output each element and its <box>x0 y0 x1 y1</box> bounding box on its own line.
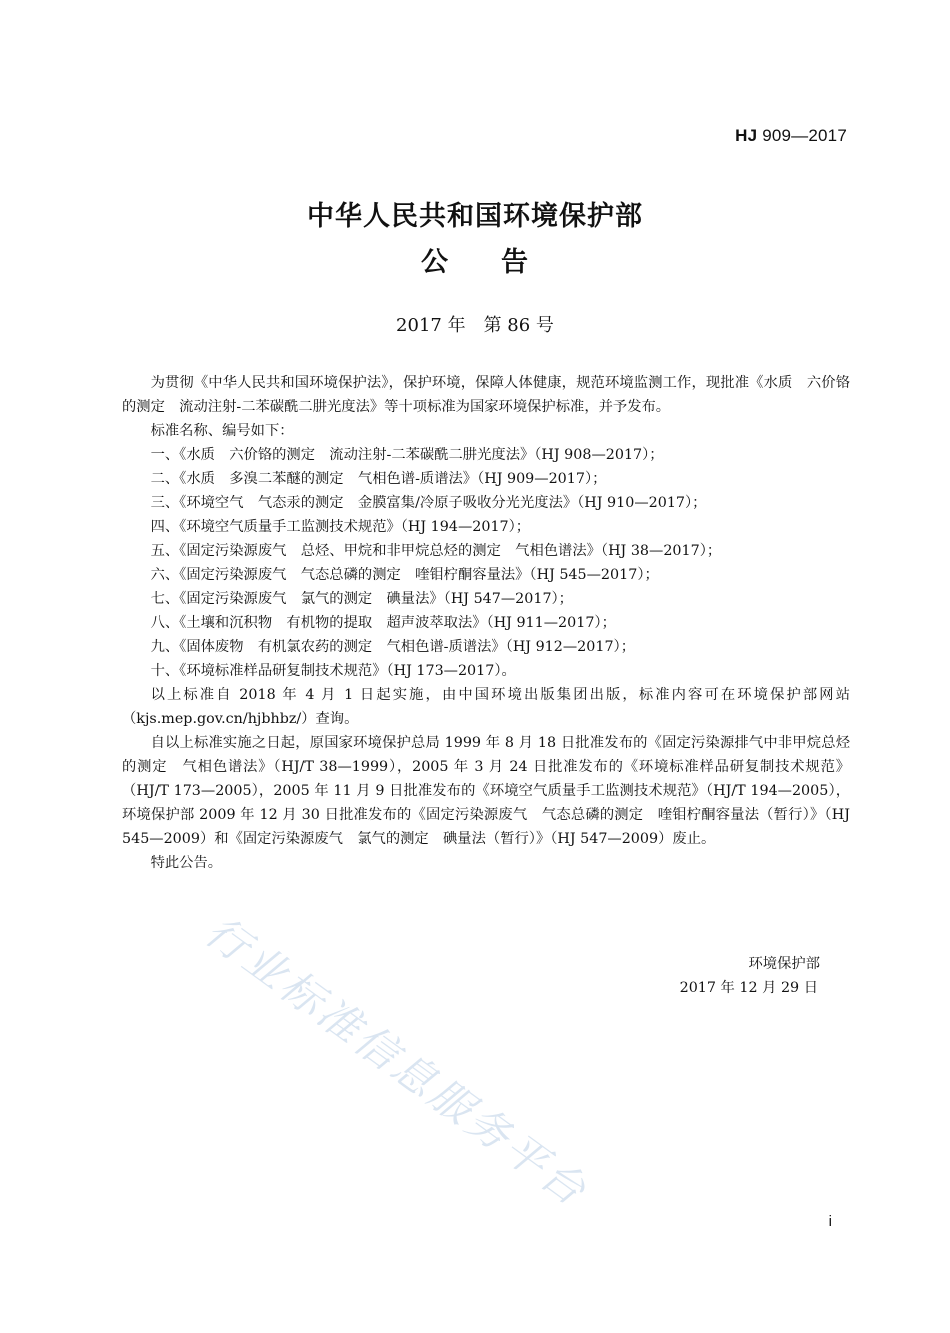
subtitle-char-1: 公 <box>421 247 449 278</box>
list-item: 四、《环境空气质量手工监测技术规范》（HJ 194—2017）； <box>150 519 531 535</box>
announcement-number: 2017 年 第 86 号 <box>396 315 554 336</box>
document-subtitle <box>0 240 950 279</box>
standard-code <box>735 126 847 146</box>
implementation-paragraph: 以上标准自 2018 年 4 月 1 日起实施，由中国环境出版集团出版，标准内容可在环境保护部网站（kjs.mep.gov.cn/hjbhbz/）查询。 <box>122 687 850 727</box>
abolish-paragraph: 自以上标准实施之日起，原国家环境保护总局 1999 年 8 月 18 日批准发布的《固定污染源排气中非甲烷总烃的测定 气相色谱法》（HJ/T 38—1999），2005 年 3 月 24 日批准发布的《环境标准样品研复制技术规范》（HJ/T 173—2005），2005 年 11 月 9 日批准发布的《环境空气质量手工监测技术规范》（HJ/T 194—2005），环境保护部 2009 年 12 月 30 日批准发布的《固定污染源废气 气态总磷的测定 喹钼柠酮容量法（暂行）》（HJ 545—2009）和《固定污染源废气 氯气的测定 碘量法（暂行）》（HJ 547—2009）废止。 <box>122 735 850 847</box>
list-item: 六、《固定污染源废气 气态总磷的测定 喹钼柠酮容量法》（HJ 545—2017）； <box>150 567 659 583</box>
list-item: 二、《水质 多溴二苯醚的测定 气相色谱-质谱法》（HJ 909—2017）； <box>150 471 607 487</box>
list-item: 一、《水质 六价铬的测定 流动注射-二苯碳酰二肼光度法》（HJ 908—2017）； <box>150 447 664 463</box>
list-intro: 标准名称、编号如下： <box>150 423 294 439</box>
announcement-body <box>122 371 850 875</box>
list-item: 十、《环境标准样品研复制技术规范》（HJ 173—2017）。 <box>150 663 516 679</box>
list-item: 五、《固定污染源废气 总烃、甲烷和非甲烷总烃的测定 气相色谱法》（HJ 38—2017）； <box>150 543 722 559</box>
standard-code-number: 909—2017 <box>762 126 847 145</box>
signature-organization: 环境保护部 <box>748 956 820 972</box>
page-number: i <box>828 1213 832 1230</box>
list-item: 七、《固定污染源废气 氯气的测定 碘量法》（HJ 547—2017）； <box>150 591 573 607</box>
intro-paragraph: 为贯彻《中华人民共和国环境保护法》，保护环境，保障人体健康，规范环境监测工作，现批准《水质 六价铬的测定 流动注射-二苯碳酰二肼光度法》等十项标准为国家环境保护标准，并予发布。 <box>122 375 850 415</box>
subtitle-char-2: 告 <box>501 247 529 278</box>
list-item: 八、《土壤和沉积物 有机物的提取 超声波萃取法》（HJ 911—2017）； <box>150 615 616 631</box>
signature-date: 2017 年 12 月 29 日 <box>679 980 818 996</box>
document-title: 中华人民共和国环境保护部 <box>307 201 643 232</box>
list-item: 九、《固体废物 有机氯农药的测定 气相色谱-质谱法》（HJ 912—2017）； <box>150 639 635 655</box>
watermark: 行业标准信息服务平台 <box>196 906 598 1217</box>
closing-line: 特此公告。 <box>150 855 223 871</box>
standard-code-prefix: HJ <box>735 126 758 145</box>
list-item: 三、《环境空气 气态汞的测定 金膜富集/冷原子吸收分光光度法》（HJ 910—2017）； <box>150 495 707 511</box>
